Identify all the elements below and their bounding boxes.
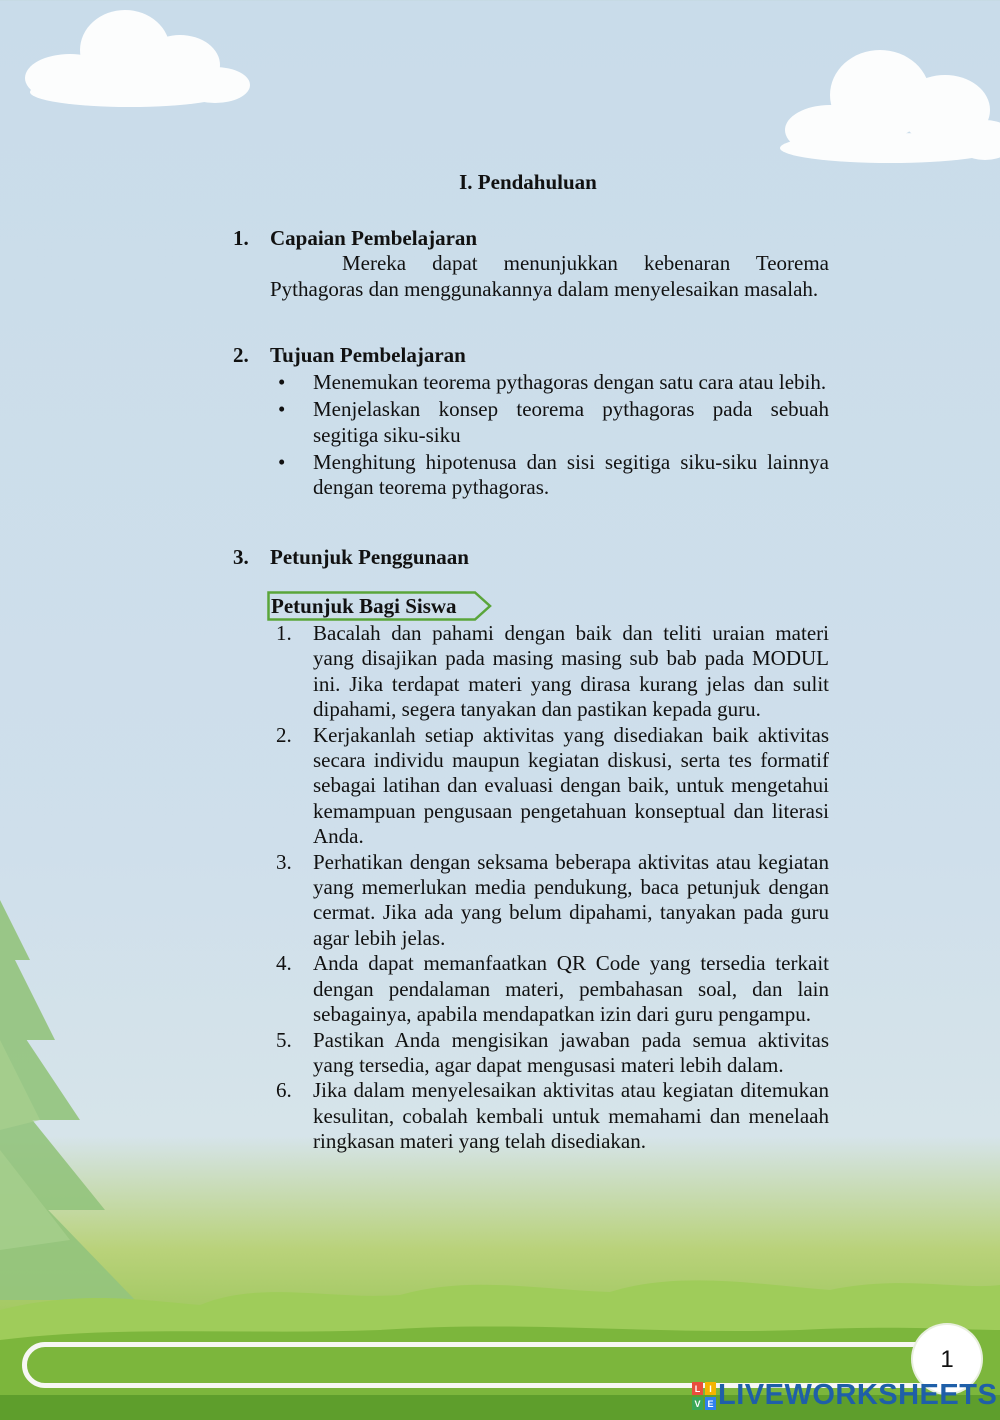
- list-item: [270, 1078, 829, 1154]
- step-number: 5.: [276, 1027, 292, 1052]
- tujuan-list: [270, 370, 829, 502]
- section-title: Tujuan Pembelajaran: [270, 343, 466, 367]
- step-number: 6.: [276, 1078, 292, 1103]
- step-text: Bacalah dan pahami dengan baik dan teliti uraian materi yang disajikan pada masing masing sub bab pada MODUL ini. Jika terdapat materi yang dirasa kurang jelas dan sulit dipahami, segera tanyakan dan pastikan kepada guru.: [313, 621, 829, 722]
- step-text: Pastikan Anda mengisikan jawaban pada semua aktivitas yang tersedia, agar dapat mengusasi materi lebih dalam.: [313, 1027, 829, 1077]
- section-number: 1.: [233, 226, 249, 250]
- step-number: 2.: [276, 722, 292, 747]
- list-item: [270, 370, 829, 396]
- svg-text:L: L: [694, 1384, 701, 1394]
- section-number: 3.: [233, 545, 249, 569]
- page-number: 1: [940, 1346, 954, 1373]
- capaian-paragraph: [270, 251, 829, 302]
- step-text: Perhatikan dengan seksama beberapa aktivitas atau kegiatan yang memerlukan media pendukung, baca petunjuk dengan cermat. Jika ada yang belum dipahami, tanyakan pada guru agar lebih jelas.: [313, 849, 829, 950]
- petunjuk-siswa-label: Petunjuk Bagi Siswa: [271, 594, 457, 618]
- step-text: Jika dalam menyelesaikan aktivitas atau kegiatan ditemukan kesulitan, cobalah kembali untuk memahami dan menelaah ringkasan materi yang telah disediakan.: [313, 1078, 829, 1154]
- bullet-icon: •: [278, 397, 286, 421]
- step-number: 4.: [276, 951, 292, 976]
- page-title: I. Pendahuluan: [459, 170, 597, 194]
- liveworksheets-logo-icon: [692, 1382, 716, 1410]
- list-item: [270, 1028, 829, 1079]
- section-number: 2.: [233, 343, 249, 367]
- svg-text:V: V: [694, 1399, 701, 1409]
- list-item-text: Menjelaskan konsep teorema pythagoras pada sebuah segitiga siku-siku: [313, 397, 829, 447]
- section-heading-capaian: [233, 226, 477, 251]
- step-number: 3.: [276, 849, 292, 874]
- list-item: [270, 850, 829, 952]
- section-title: Petunjuk Penggunaan: [270, 545, 469, 569]
- section-heading-petunjuk: [233, 545, 469, 570]
- step-number: 1.: [276, 621, 292, 645]
- list-item: [270, 621, 829, 723]
- list-item-text: Menemukan teorema pythagoras dengan satu cara atau lebih.: [313, 370, 827, 394]
- step-text: Anda dapat memanfaatkan QR Code yang tersedia terkait dengan pendalaman materi, pembahasan soal, dan lain sebagainya, apabila mendapatkan izin dari guru pengampu.: [313, 951, 829, 1027]
- svg-text:I: I: [709, 1384, 712, 1394]
- bullet-icon: •: [278, 449, 286, 474]
- svg-text:E: E: [707, 1399, 714, 1409]
- list-item: [270, 951, 829, 1027]
- list-item: [270, 723, 829, 850]
- list-item: [270, 397, 829, 448]
- step-text: Kerjakanlah setiap aktivitas yang disediakan baik aktivitas secara individu maupun kegiatan diskusi, serta tes formatif sebagai latihan dan evaluasi dengan baik, untuk mengetahui kemampuan pengusaan pengetahuan konseptual dan literasi Anda.: [313, 722, 829, 849]
- section-title: Capaian Pembelajaran: [270, 226, 478, 250]
- list-item-text: Menghitung hipotenusa dan sisi segitiga siku-siku lainnya dengan teorema pythagoras.: [313, 449, 829, 499]
- brand-name: LIVEWORKSHEETS: [718, 1379, 998, 1411]
- section-heading-tujuan: [233, 343, 466, 368]
- capaian-text: Mereka dapat menunjukkan kebenaran Teorema Pythagoras dan menggunakannya dalam menyelesaikan masalah.: [270, 251, 829, 301]
- bullet-icon: •: [278, 370, 286, 394]
- list-item: [270, 450, 829, 501]
- petunjuk-steps-list: [270, 621, 829, 1155]
